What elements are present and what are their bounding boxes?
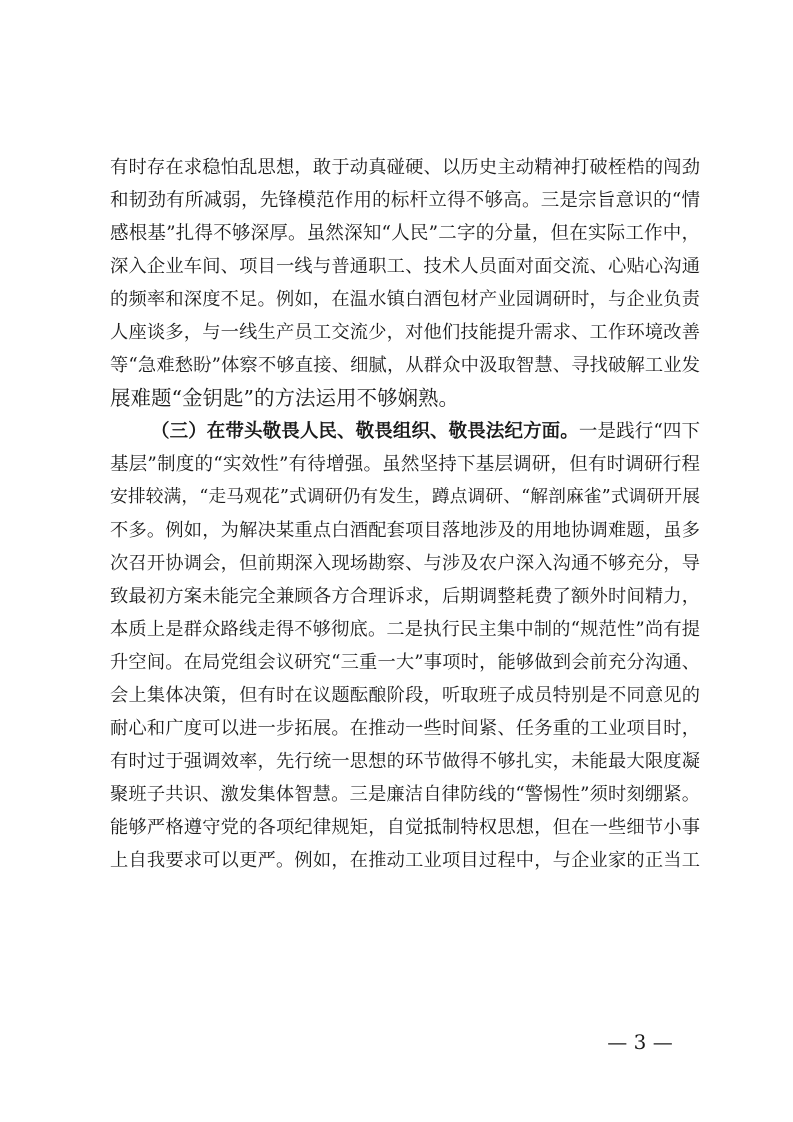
text-line: 致最初方案未能完全兼顾各方合理诉求，后期调整耗费了额外时间精力， [110, 586, 700, 607]
text-line: 人座谈多，与一线生产员工交流少，对他们技能提升需求、工作环境改善 [110, 322, 700, 343]
text-line: 升空间。在局党组会议研究“三重一大”事项时，能够做到会前充分沟通、 [110, 652, 700, 673]
section-heading-line [110, 415, 700, 448]
text-line: 基层”制度的“实效性”有待增强。虽然坚持下基层调研，但有时调研行程 [110, 454, 700, 475]
text-line: 本质上是群众路线走得不够彻底。二是执行民主集中制的“规范性”尚有提 [110, 619, 700, 640]
text-line: 有时过于强调效率，先行统一思想的环节做得不够扎实，未能最大限度凝 [110, 751, 700, 772]
text-line: 感根基”扎得不够深厚。虽然深知“人民”二字的分量，但在实际工作中， [110, 223, 700, 244]
text-line: 次召开协调会，但前期深入现场勘察、与涉及农户深入沟通不够充分，导 [110, 553, 700, 574]
text-line: 安排较满，“走马观花”式调研仍有发生，蹲点调研、“解剖麻雀”式调研开展 [110, 487, 700, 507]
text-line: 等“急难愁盼”体察不够直接、细腻，从群众中汲取智慧、寻找破解工业发 [110, 355, 700, 376]
text-line: 耐心和广度可以进一步拓展。在推动一些时间紧、任务重的工业项目时， [110, 718, 700, 739]
text-line: 能够严格遵守党的各项纪律规矩，自觉抵制特权思想，但在一些细节小事 [110, 817, 700, 838]
text-line: 深入企业车间、项目一线与普通职工、技术人员面对面交流、心贴心沟通 [110, 256, 700, 277]
text-line: 有时存在求稳怕乱思想，敢于动真碰硬、以历史主动精神打破桎梏的闯劲 [110, 157, 700, 178]
text-line: 不多。例如，为解决某重点白酒配套项目落地涉及的用地协调难题，虽多 [110, 520, 700, 541]
body-text [110, 151, 700, 877]
text-line: 上自我要求可以更严。例如，在推动工业项目过程中，与企业家的正当工 [110, 850, 700, 871]
text-line: 聚班子共识、激发集体智慧。三是廉洁自律防线的“警惕性”须时刻绷紧。 [110, 784, 700, 805]
text-line: 展难题“金钥匙”的方法运用不够娴熟。 [110, 386, 459, 410]
page-number: — 3 — [607, 1030, 673, 1054]
text-line: 会上集体决策，但有时在议题酝酿阶段，听取班子成员特别是不同意见的 [110, 685, 700, 706]
text-line: 的频率和深度不足。例如，在温水镇白酒包材产业园调研时，与企业负责 [110, 289, 700, 310]
section-heading: （三）在带头敬畏人民、敬畏组织、敬畏法纪方面。 [151, 421, 579, 442]
text-line: 和韧劲有所减弱，先锋模范作用的标杆立得不够高。三是宗旨意识的“情 [110, 190, 700, 211]
section-first-line-text: 一是践行“四下 [578, 421, 700, 442]
